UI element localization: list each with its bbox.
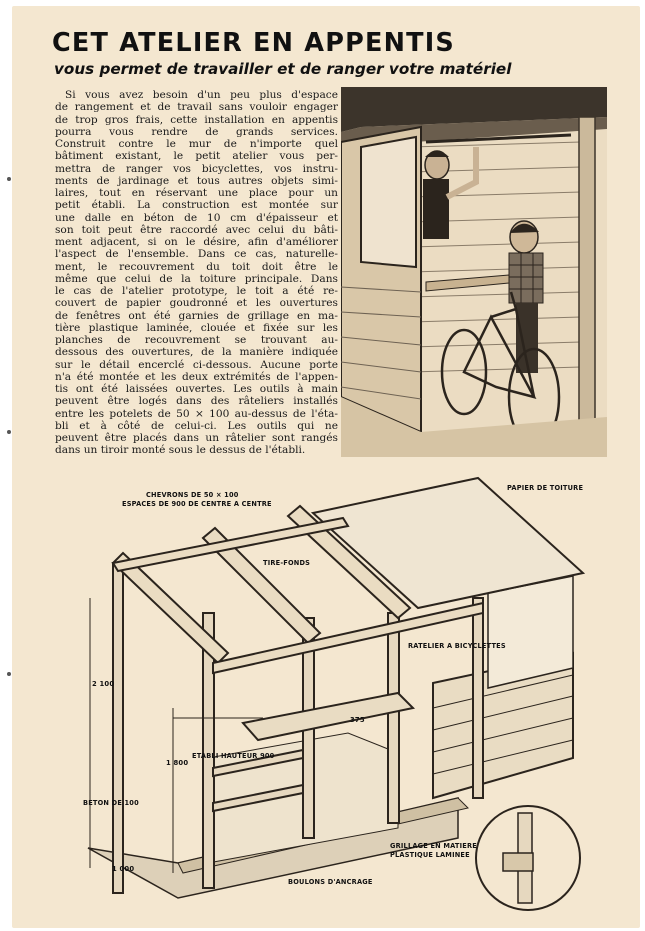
body-line: entre les potelets de 50 × 100 au-dessus de l'éta- bbox=[55, 407, 338, 420]
body-line: une dalle en béton de 10 cm d'épaisseur et bbox=[55, 211, 338, 224]
body-line: son toit peut être raccordé avec celui du bâti- bbox=[55, 223, 338, 236]
body-line: dans un tiroir monté sous le dessus de l'établi. bbox=[55, 444, 306, 457]
body-line: Construit contre le mur de n'importe quel bbox=[55, 138, 338, 150]
body-line: ment, le recouvrement du toit doit être le bbox=[55, 260, 338, 273]
body-line: peuvent être logés dans des râteliers installés bbox=[55, 395, 338, 408]
body-line: bli et à côté de celui-ci. Les outils qui ne bbox=[55, 419, 338, 432]
body-line: l'aspect de l'ensemble. Dans ce cas, naturelle- bbox=[55, 248, 338, 261]
body-line: pourra vous rendre de grands services. bbox=[55, 125, 338, 138]
label-chevrons-2: ESPACES DE 900 DE CENTRE A CENTRE bbox=[122, 500, 272, 508]
body-line: tis ont été laissées ouvertes. Les outils à main bbox=[55, 383, 338, 395]
shed-photo-illustration bbox=[341, 87, 607, 457]
label-grillage-1: GRILLAGE EN MATIERE bbox=[390, 842, 477, 850]
body-line: dessous des ouvertures, de la manière indiquée bbox=[55, 346, 338, 359]
margin-dot bbox=[7, 177, 11, 181]
body-line: ments de jardinage et tous autres objets simi- bbox=[55, 174, 338, 187]
article-body bbox=[55, 89, 338, 457]
body-line: le cas de l'atelier prototype, le toit a été re- bbox=[55, 285, 338, 297]
article-subtitle: vous permet de travailler et de ranger votre matériel bbox=[54, 60, 512, 78]
label-beton: BETON DE 100 bbox=[83, 799, 139, 807]
body-line: tière plastique laminée, clouée et fixée sur les bbox=[55, 321, 338, 334]
shed-construction-diagram bbox=[18, 468, 630, 918]
body-line: n'a été montée et les deux extrémités de l'appen- bbox=[55, 370, 338, 383]
label-papier: PAPIER DE TOITURE bbox=[507, 484, 584, 492]
label-boulons: BOULONS D'ANCRAGE bbox=[288, 878, 373, 886]
body-line: petit établi. La construction est montée sur bbox=[55, 199, 338, 212]
label-dim-2100: 2 100 bbox=[92, 680, 115, 688]
body-line: de rangement et de travail sans vouloir engager bbox=[55, 101, 338, 114]
body-line: de trop gros frais, cette installation en appentis bbox=[55, 113, 338, 126]
body-line: de fenêtres ont été garnies de grillage en ma- bbox=[55, 309, 338, 322]
margin-dot bbox=[7, 430, 11, 434]
body-line: bâtiment existant, le petit atelier vous per- bbox=[55, 150, 338, 163]
label-dim-1000: 1 000 bbox=[112, 865, 135, 873]
body-line: planches de recouvrement se trouvant au- bbox=[55, 334, 338, 346]
label-dim-375: 375 bbox=[350, 716, 365, 724]
body-line: sur le détail encerclé ci-dessous. Aucune porte bbox=[55, 358, 338, 371]
label-grillage-2: PLASTIQUE LAMINEE bbox=[390, 851, 470, 859]
label-tire-fonds: TIRE-FONDS bbox=[263, 559, 311, 567]
label-dim-1800: 1 800 bbox=[166, 759, 189, 767]
body-line: même que celui de la toiture principale. Dans bbox=[55, 272, 338, 285]
body-line: Si vous avez besoin d'un peu plus d'espace bbox=[65, 89, 338, 101]
label-ratelier: RATELIER A BICYCLETTES bbox=[408, 642, 506, 650]
label-etabli: ETABLI HAUTEUR 900 bbox=[192, 752, 275, 760]
body-line: peuvent être placés dans un râtelier sont rangés bbox=[55, 432, 338, 444]
body-line: couvert de papier goudronné et les ouvertures bbox=[55, 297, 338, 310]
article-title: CET ATELIER EN APPENTIS bbox=[52, 28, 456, 58]
margin-dot bbox=[7, 672, 11, 676]
body-line: mettra de ranger vos bicyclettes, vos instru- bbox=[55, 162, 338, 175]
body-line: laires, tout en réservant une place pour un bbox=[55, 187, 338, 199]
body-line: ment adjacent, si on le désire, afin d'améliorer bbox=[55, 236, 338, 248]
label-chevrons-1: CHEVRONS DE 50 × 100 bbox=[146, 491, 239, 499]
